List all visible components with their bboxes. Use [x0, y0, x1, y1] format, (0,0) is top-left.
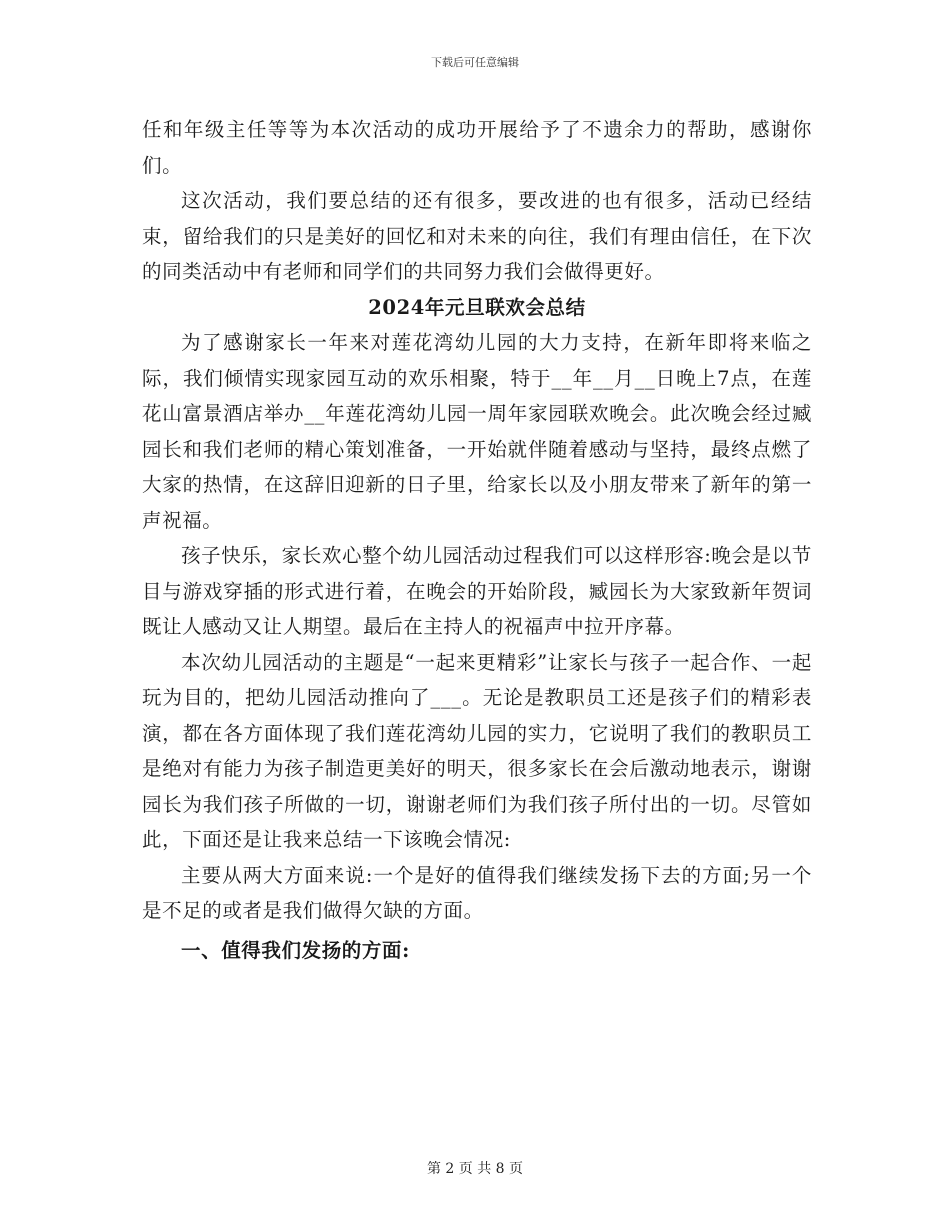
paragraph-summary-scope: 主要从两大方面来说:一个是好的值得我们继续发扬下去的方面;另一个是不足的或者是我们做得欠缺的方面。 [142, 863, 812, 922]
paragraph-intro: 为了感谢家长一年来对莲花湾幼儿园的大力支持，在新年即将来临之际，我们倾情实现家园互动的欢乐相聚，特于__年__月__日晚上7点，在莲花山富景酒店举办__年莲花湾幼儿园一周年家园联欢晚会。此次晚会经过臧园长和我们老师的精心策划准备，一开始就伴随着感动与坚持，最终点燃了大家的热情，在这辞旧迎新的日子里，给家长以及小朋友带来了新年的第一声祝福。 [142, 331, 812, 532]
document-title: 2024年元旦联欢会总结 [368, 295, 586, 319]
paragraph-theme: 本次幼儿园活动的主题是“一起来更精彩”让家长与孩子一起合作、一起玩为目的，把幼儿园活动推向了___。无论是教职员工还是孩子们的精彩表演，都在各方面体现了我们莲花湾幼儿园的实力，它说明了我们的教职员工是绝对有能力为孩子制造更美好的明天，很多家长在会后激动地表示，谢谢园长为我们孩子所做的一切，谢谢老师们为我们孩子所付出的一切。尽管如此，下面还是让我来总结一下该晚会情况: [142, 650, 812, 851]
paragraph-process: 孩子快乐，家长欢心整个幼儿园活动过程我们可以这样形容:晚会是以节目与游戏穿插的形式进行着，在晚会的开始阶段，臧园长为大家致新年贺词既让人感动又让人期望。最后在主持人的祝福声中拉开序幕。 [142, 544, 812, 638]
paragraph-continuation: 任和年级主任等等为本次活动的成功开展给予了不遗余力的帮助，感谢你们。 [142, 118, 812, 177]
paragraph-conclusion: 这次活动，我们要总结的还有很多，要改进的也有很多，活动已经结束，留给我们的只是美好的回忆和对未来的向往，我们有理由信任，在下次的同类活动中有老师和同学们的共同努力我们会做得更好。 [142, 189, 812, 283]
document-body [142, 112, 812, 968]
page-number: 第 2 页 共 8 页 [426, 1161, 524, 1177]
section-heading: 一、值得我们发扬的方面: [181, 938, 410, 962]
header-note: 下载后可任意编辑 [431, 56, 519, 69]
